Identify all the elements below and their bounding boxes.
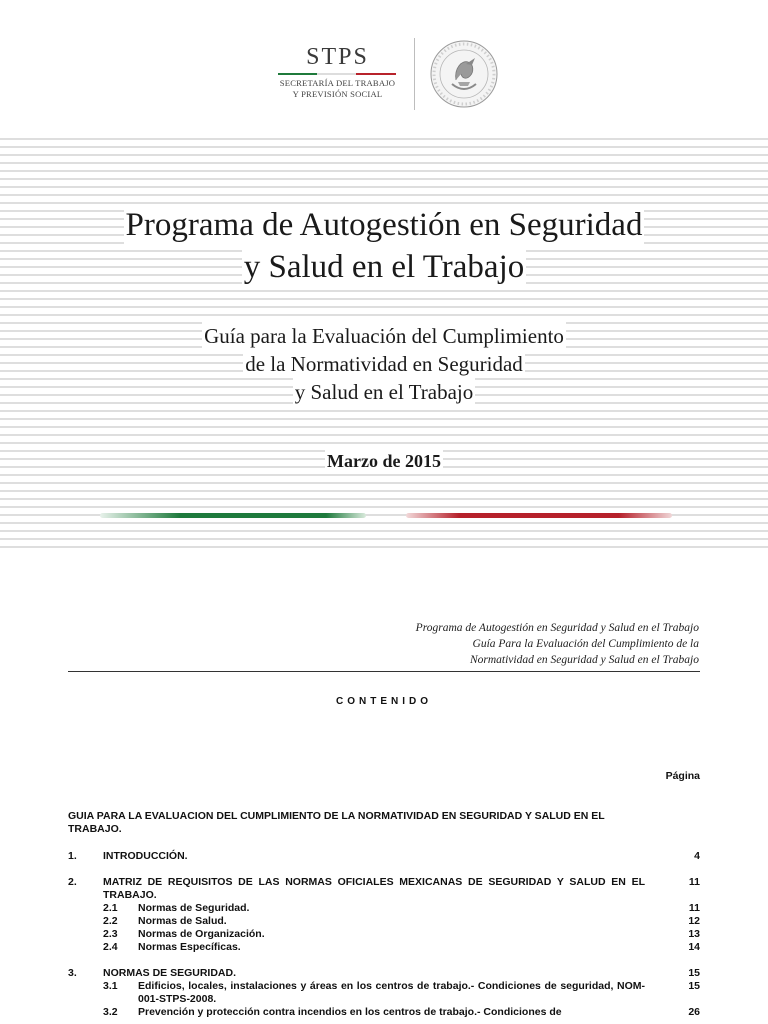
toc-number: 2. (68, 876, 77, 888)
toc-entry[interactable] (68, 850, 700, 863)
cover-subtitle (0, 322, 768, 406)
toc-text: Normas de Salud. (138, 915, 227, 927)
toc-text: INTRODUCCIÓN. (103, 850, 188, 862)
stps-tricolor-rule (278, 73, 396, 75)
toc-entry[interactable] (68, 967, 700, 980)
toc-page: 26 (688, 1006, 700, 1018)
green-flag-bar (100, 513, 366, 518)
toc-subentry[interactable] (68, 928, 700, 941)
cover-subtitle-line2: de la Normatividad en Seguridad (245, 352, 523, 376)
toc-number: 2.1 (103, 902, 118, 914)
toc-text: Normas de Organización. (138, 928, 265, 940)
cover-title-line2: y Salud en el Trabajo (242, 246, 526, 288)
cover-subtitle-line1: Guía para la Evaluación del Cumplimiento (204, 324, 564, 348)
toc-number: 3.2 (103, 1006, 118, 1018)
page-column-label: Página (665, 770, 700, 782)
toc-text: Normas Específicas. (138, 941, 241, 953)
toc-subentry[interactable] (68, 1006, 700, 1019)
stps-subtitle-line2: Y PREVISIÓN SOCIAL (292, 89, 383, 99)
toc-subentry[interactable] (68, 915, 700, 928)
running-header-line3: Normatividad en Seguridad y Salud en el Trabajo (469, 654, 699, 666)
header-rule (68, 671, 700, 672)
stps-acronym: STPS (306, 44, 369, 70)
toc-page: 4 (694, 850, 700, 862)
toc-entry[interactable] (68, 876, 700, 902)
toc-page: 11 (688, 876, 700, 888)
toc-number: 2.3 (103, 928, 118, 940)
toc-page: 15 (688, 967, 700, 979)
toc-page: 13 (688, 928, 700, 940)
running-header-line1: Programa de Autogestión en Seguridad y Salud en el Trabajo (415, 622, 699, 634)
cover-date-text: Marzo de 2015 (327, 451, 441, 471)
stps-subtitle-line1: SECRETARÍA DEL TRABAJO (279, 78, 396, 88)
mexican-coat-of-arms-seal-icon (428, 38, 500, 110)
toc-text: Edificios, locales, instalaciones y áreas en los centros de trabajo.- Condiciones de seguridad, NOM-001-STPS-2008. (138, 980, 645, 1005)
cover-date (0, 449, 768, 473)
toc-page: 15 (688, 980, 700, 992)
toc-number: 2.2 (103, 915, 118, 927)
cover-subtitle-line3: y Salud en el Trabajo (294, 380, 474, 404)
toc-subentry[interactable] (68, 980, 700, 1006)
toc-text: NORMAS DE SEGURIDAD. (103, 967, 237, 979)
cover-title-line1: Programa de Autogestión en Seguridad (124, 204, 645, 246)
running-header-line2: Guía Para la Evaluación del Cumplimiento de la (472, 638, 699, 650)
stps-subtitle (270, 78, 405, 100)
toc-number: 3.1 (103, 980, 118, 992)
toc-page: 12 (688, 915, 700, 927)
running-header (300, 620, 699, 668)
logo-divider (414, 38, 415, 110)
stps-logo (270, 38, 510, 110)
toc-number: 2.4 (103, 941, 118, 953)
toc-number: 3. (68, 967, 77, 979)
toc-text: MATRIZ DE REQUISITOS DE LAS NORMAS OFICIALES MEXICANAS DE SEGURIDAD Y SALUD EN EL TRABAJO. (103, 876, 645, 901)
toc-subentry[interactable] (68, 902, 700, 915)
toc-text: Prevención y protección contra incendios en los centros de trabajo.- Condiciones de (138, 1006, 562, 1018)
red-flag-bar (406, 513, 672, 518)
contents-heading: CONTENIDO (336, 696, 432, 707)
toc-page: 11 (688, 902, 700, 914)
table-of-contents (68, 850, 700, 1019)
toc-page: 14 (688, 941, 700, 953)
guide-title: GUIA PARA LA EVALUACION DEL CUMPLIMIENTO DE LA NORMATIVIDAD EN SEGURIDAD Y SALUD EN EL TRABAJO. (68, 810, 605, 835)
toc-number: 1. (68, 850, 77, 862)
toc-text: Normas de Seguridad. (138, 902, 250, 914)
toc-subentry[interactable] (68, 941, 700, 954)
cover-title (0, 204, 768, 288)
